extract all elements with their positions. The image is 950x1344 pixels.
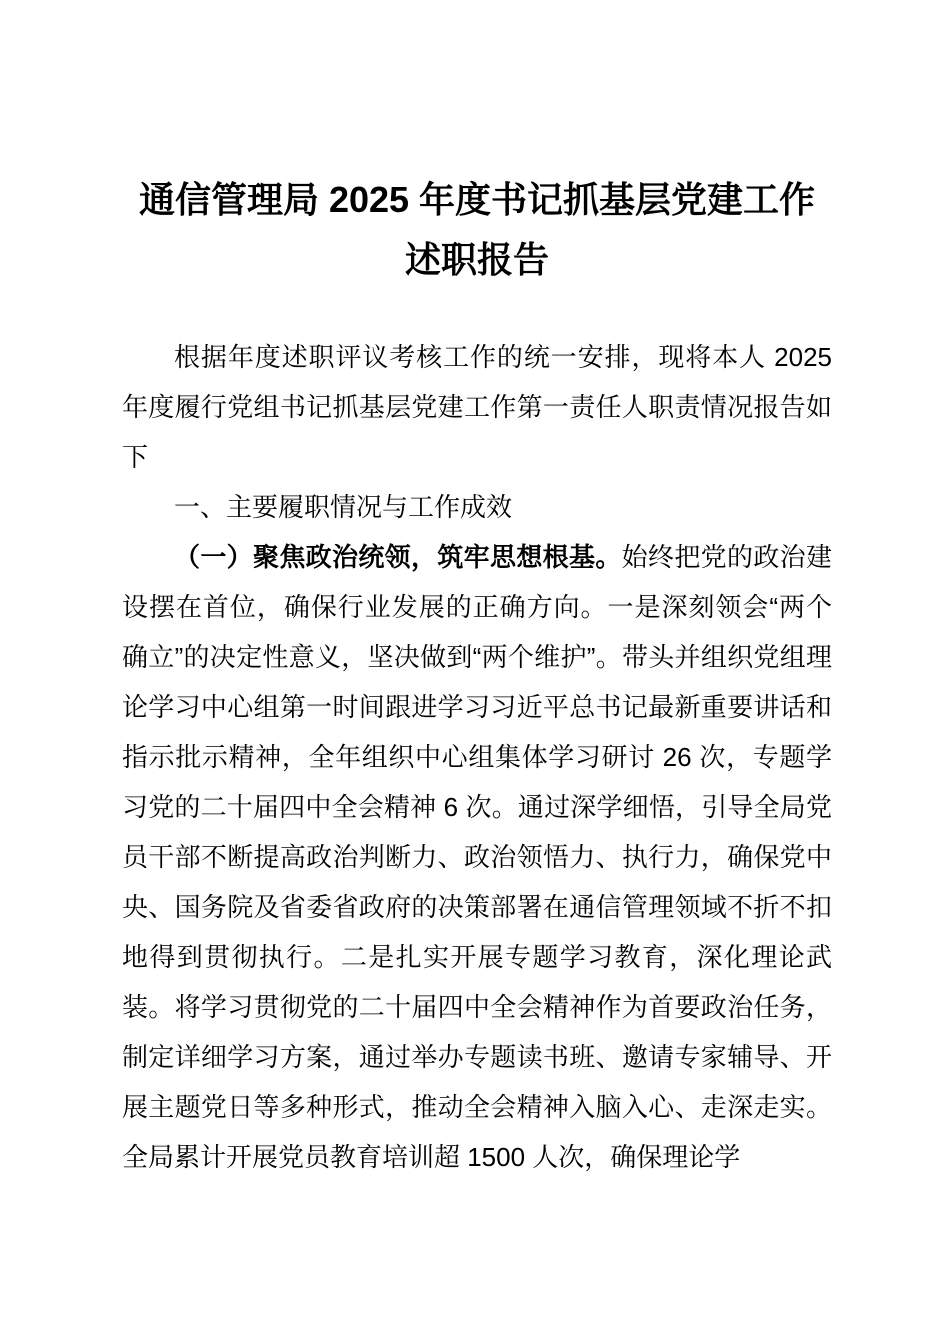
subsection-lead: （一）聚焦政治统领，筑牢思想根基。 — [174, 542, 622, 572]
subsection-paragraph — [122, 532, 832, 1182]
subsection-body: 始终把党的政治建设摆在首位，确保行业发展的正确方向。一是深刻领会“两个确立”的决定性意义，坚决做到“两个维护”。带头并组织党组理论学习中心组第一时间跟进学习习近平总书记最新重要讲话和指示批示精神，全年组织中心组集体学习研讨 26 次，专题学习党的二十届四中全会精神 6 次。通过深学细悟，引导全局党员干部不断提高政治判断力、政治领悟力、执行力，确保党中央、国务院及省委省政府的决策部署在通信管理领域不折不扣地得到贯彻执行。二是扎实开展专题学习教育，深化理论武装。将学习贯彻党的二十届四中全会精神作为首要政治任务，制定详细学习方案，通过举办专题读书班、邀请专家辅导、开展主题党日等多种形式，推动全会精神入脑入心、走深走实。全局累计开展党员教育培训超 1500 人次，确保理论学 — [122, 542, 832, 1172]
intro-paragraph: 根据年度述职评议考核工作的统一安排，现将本人 2025 年度履行党组书记抓基层党建工作第一责任人职责情况报告如下 — [122, 342, 832, 472]
section-heading: 一、主要履职情况与工作成效 — [174, 492, 513, 522]
document-title: 通信管理局 2025 年度书记抓基层党建工作述职报告 — [138, 179, 816, 280]
